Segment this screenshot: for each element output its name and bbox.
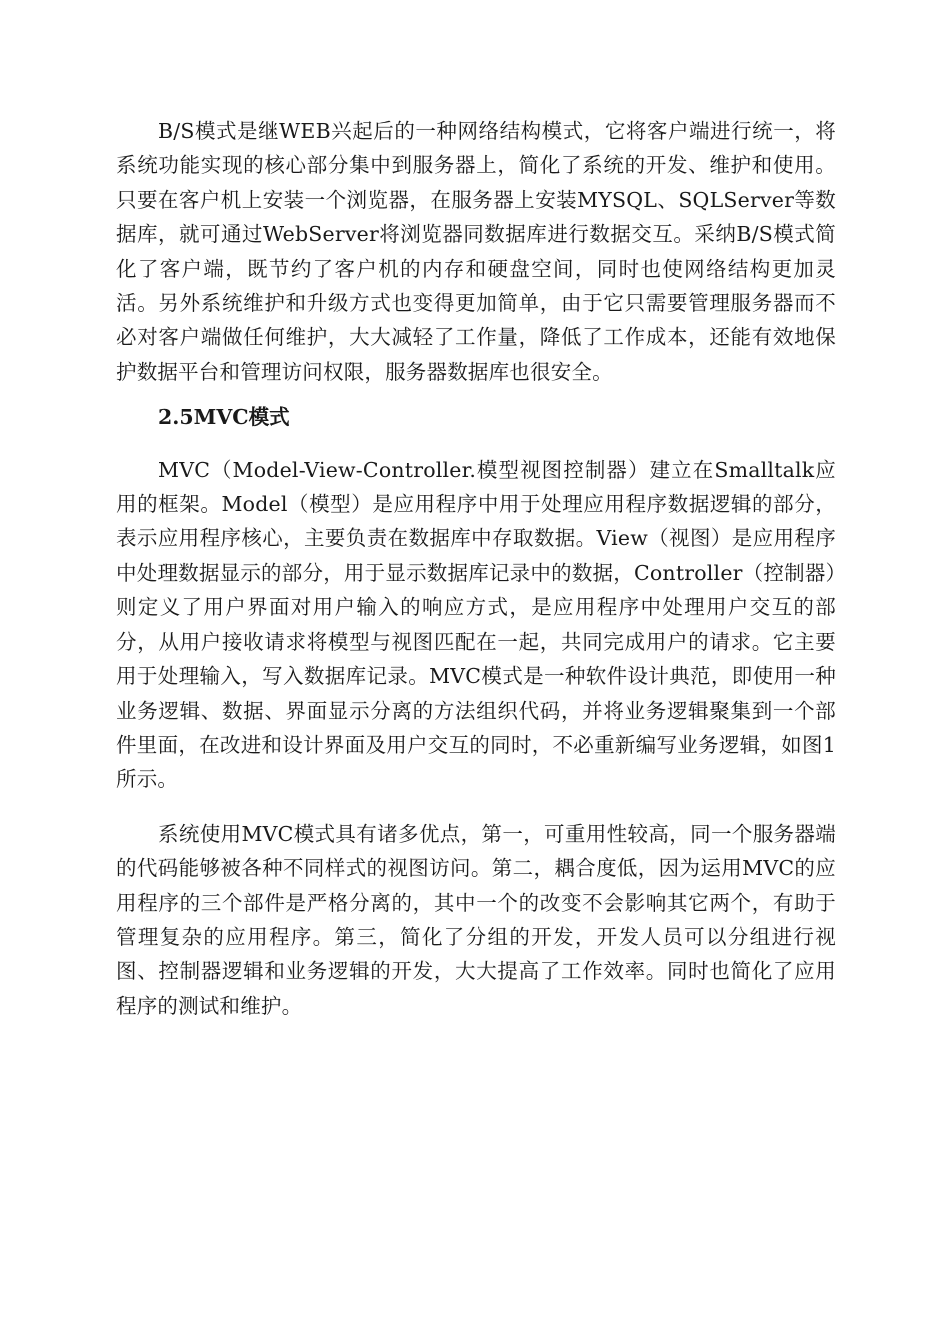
paragraph-bs-mode: B/S模式是继WEB兴起后的一种网络结构模式，它将客户端进行统一，将系统功能实现的核心部分集中到服务器上，简化了系统的开发、维护和使用。只要在客户机上安装一个浏览器，在服务器上安装MYSQL、SQLServer等数据库，就可通过WebServer将浏览器同数据库进行数据交互。采纳B/S模式简化了客户端，既节约了客户机的内存和硬盘空间，同时也使网络结构更加灵活。另外系统维护和升级方式也变得更加简单，由于它只需要管理服务器而不必对客户端做任何维护，大大减轻了工作量，降低了工作成本，还能有效地保护数据平台和管理访问权限，服务器数据库也很安全。 [116, 119, 836, 384]
paragraph-mvc-definition: MVC（Model-View-Controller.模型视图控制器）建立在Smalltalk应用的框架。Model（模型）是应用程序中用于处理应用程序数据逻辑的部分，表示应用程序核心，主要负责在数据库中存取数据。View（视图）是应用程序中处理数据显示的部分，用于显示数据库记录中的数据，Controller（控制器）则定义了用户界面对用户输入的响应方式，是应用程序中处理用户交互的部分，从用户接收请求将模型与视图匹配在一起，共同完成用户的请求。它主要用于处理输入，写入数据库记录。MVC模式是一种软件设计典范，即使用一种业务逻辑、数据、界面显示分离的方法组织代码，并将业务逻辑聚集到一个部件里面，在改进和设计界面及用户交互的同时，不必重新编写业务逻辑，如图1所示。 [116, 457, 836, 792]
section-heading-mvc: 2.5MVC模式 [158, 405, 290, 430]
paragraph-mvc-advantages: 系统使用MVC模式具有诸多优点，第一，可重用性较高，同一个服务器端的代码能够被各种不同样式的视图访问。第二，耦合度低，因为运用MVC的应用程序的三个部件是严格分离的，其中一个的改变不会影响其它两个，有助于管理复杂的应用程序。第三，简化了分组的开发，开发人员可以分组进行视图、控制器逻辑和业务逻辑的开发，大大提高了工作效率。同时也简化了应用程序的测试和维护。 [116, 821, 836, 1018]
document-page [116, 114, 836, 1023]
